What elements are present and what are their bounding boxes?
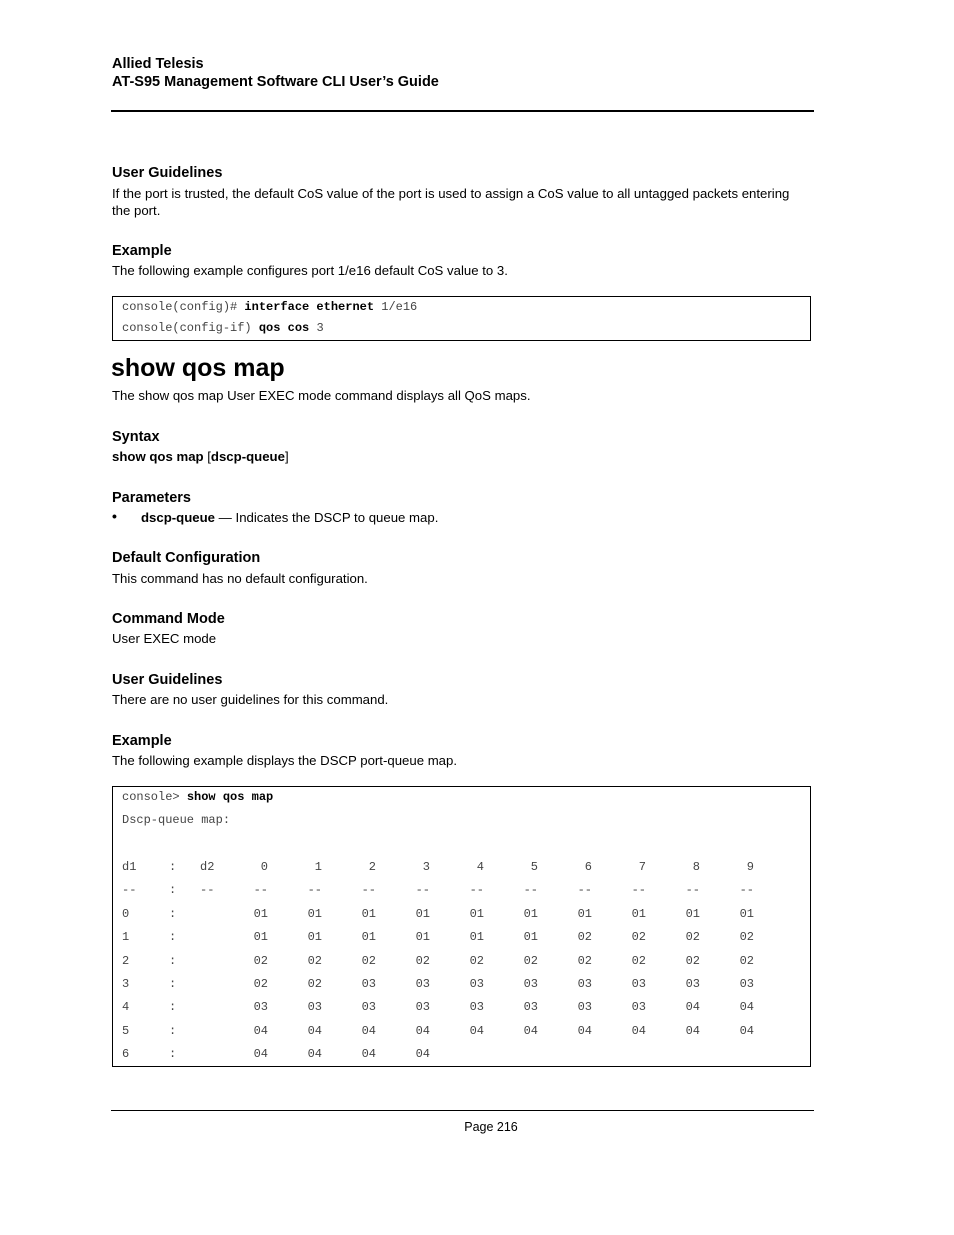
queue-value: 02 xyxy=(469,953,484,968)
queue-value: 03 xyxy=(415,977,430,991)
prev-user-guidelines-text: If the port is trusted, the default CoS value of the port is used to assign a CoS value to all untagged packets entering the port. xyxy=(112,186,790,218)
user-guidelines-heading: User Guidelines xyxy=(112,672,223,688)
queue-value: 02 xyxy=(307,953,322,968)
guide-title: AT-S95 Management Software CLI User’s Guide xyxy=(112,74,439,90)
queue-value: 01 xyxy=(523,906,538,921)
queue-value: 04 xyxy=(253,1047,268,1062)
queue-value: 04 xyxy=(361,1023,376,1038)
dash-cell: -- xyxy=(307,883,322,898)
queue-value: 03 xyxy=(415,1000,430,1015)
queue-value: 04 xyxy=(523,1023,538,1038)
queue-value: 04 xyxy=(307,1023,322,1038)
queue-value: 03 xyxy=(307,1000,322,1015)
map-title: Dscp-queue map: xyxy=(122,813,231,827)
dash-cell: -- xyxy=(577,883,592,898)
page-number: Page 216 xyxy=(464,1120,518,1134)
syntax-heading: Syntax xyxy=(112,429,160,445)
row-d1: 6 xyxy=(122,1047,130,1062)
prev-example-text: The following example configures port 1/e16 default CoS value to 3. xyxy=(112,263,508,278)
col-separator: : xyxy=(169,1047,177,1062)
col-header-digit: 6 xyxy=(584,860,592,874)
queue-value: 03 xyxy=(361,1000,376,1015)
queue-value: 01 xyxy=(361,930,376,945)
dash-cell: -- xyxy=(631,883,646,898)
queue-value: 03 xyxy=(577,977,592,991)
queue-value: 01 xyxy=(577,906,592,921)
col-header-digit: 1 xyxy=(314,860,322,874)
command-title: show qos map xyxy=(111,354,285,382)
queue-value: 02 xyxy=(523,953,538,968)
queue-value: 01 xyxy=(415,906,430,921)
dash-cell: -- xyxy=(415,883,430,898)
code-line: console> show qos map xyxy=(122,790,274,804)
output-code-box xyxy=(112,786,811,1067)
dash-cell: -- xyxy=(685,883,700,898)
bullet-icon: • xyxy=(112,508,117,524)
queue-value: 03 xyxy=(739,977,754,991)
queue-value: 04 xyxy=(739,1023,754,1038)
row-d1: 4 xyxy=(122,1000,130,1015)
queue-value: 01 xyxy=(253,906,268,921)
queue-value: 03 xyxy=(523,977,538,991)
dash-cell: -- xyxy=(523,883,538,898)
col-separator: : xyxy=(169,930,177,945)
col-header-digit: 2 xyxy=(368,860,376,874)
dash-cell: -- xyxy=(469,883,484,898)
syntax-line: show qos map [dscp-queue] xyxy=(112,449,289,464)
row-d1: 0 xyxy=(122,906,130,921)
default-config-heading: Default Configuration xyxy=(112,550,261,566)
dash-cell: -- xyxy=(253,883,268,898)
parameter-item: dscp-queue — Indicates the DSCP to queue map. xyxy=(141,510,439,525)
user-guidelines-text: There are no user guidelines for this command. xyxy=(112,692,389,707)
col-header-digit: 7 xyxy=(638,860,646,874)
queue-value: 03 xyxy=(361,977,376,991)
queue-value: 03 xyxy=(631,977,646,991)
queue-value: 02 xyxy=(685,930,700,945)
code-line: console(config-if) qos cos 3 xyxy=(122,321,324,335)
queue-value: 03 xyxy=(685,977,700,991)
command-description: The show qos map User EXEC mode command displays all QoS maps. xyxy=(112,388,531,403)
queue-value: 02 xyxy=(631,930,646,945)
queue-value: 01 xyxy=(523,930,538,945)
queue-value: 03 xyxy=(469,1000,484,1015)
queue-value: 01 xyxy=(685,906,700,921)
col-separator: : xyxy=(169,1000,177,1015)
queue-value: 04 xyxy=(415,1047,430,1062)
row-d1: 5 xyxy=(122,1023,130,1038)
default-config-text: This command has no default configuration. xyxy=(112,571,368,586)
col-header-digit: 8 xyxy=(692,860,700,874)
footer-rule xyxy=(111,1110,814,1111)
company-name: Allied Telesis xyxy=(112,56,204,72)
col-header-digit: 0 xyxy=(260,860,268,874)
col-header-digit: 3 xyxy=(422,860,430,874)
col-separator: : xyxy=(169,860,177,874)
queue-value: 02 xyxy=(307,977,322,991)
queue-value: 01 xyxy=(307,906,322,921)
page-footer xyxy=(0,1120,954,1134)
command-mode-heading: Command Mode xyxy=(112,611,225,627)
queue-value: 04 xyxy=(631,1023,646,1038)
queue-value: 01 xyxy=(739,906,754,921)
queue-value: 04 xyxy=(253,1023,268,1038)
queue-value: 04 xyxy=(415,1023,430,1038)
col-header-digit: 4 xyxy=(476,860,484,874)
queue-value: 02 xyxy=(631,953,646,968)
queue-value: 02 xyxy=(739,930,754,945)
queue-value: 04 xyxy=(577,1023,592,1038)
row-d1: 3 xyxy=(122,977,130,991)
queue-value: 04 xyxy=(685,1023,700,1038)
queue-value: 04 xyxy=(739,1000,754,1015)
col-header-d2: d2 xyxy=(200,860,215,874)
queue-value: 01 xyxy=(415,930,430,945)
dash-d2: -- xyxy=(200,883,215,898)
queue-value: 02 xyxy=(577,953,592,968)
col-separator: : xyxy=(169,906,177,921)
queue-value: 02 xyxy=(253,977,268,991)
queue-value: 01 xyxy=(469,930,484,945)
code-line: console(config)# interface ethernet 1/e16 xyxy=(122,300,418,314)
col-header-digit: 9 xyxy=(746,860,754,874)
prev-user-guidelines-heading: User Guidelines xyxy=(112,165,223,181)
queue-value: 02 xyxy=(577,930,592,945)
queue-value: 02 xyxy=(685,953,700,968)
queue-value: 01 xyxy=(361,906,376,921)
dash-cell: -- xyxy=(361,883,376,898)
queue-value: 03 xyxy=(469,977,484,991)
prev-example-heading: Example xyxy=(112,243,172,259)
col-separator: : xyxy=(169,1023,177,1038)
queue-value: 01 xyxy=(469,906,484,921)
row-d1: 1 xyxy=(122,930,130,945)
header-rule xyxy=(111,110,814,112)
prev-code-box xyxy=(112,296,811,341)
queue-value: 04 xyxy=(685,1000,700,1015)
queue-value: 01 xyxy=(307,930,322,945)
queue-value: 04 xyxy=(469,1023,484,1038)
dash-d1: -- xyxy=(122,883,137,898)
dash-cell: -- xyxy=(739,883,754,898)
queue-value: 03 xyxy=(253,1000,268,1015)
col-header-digit: 5 xyxy=(530,860,538,874)
row-d1: 2 xyxy=(122,953,130,968)
col-header-d1: d1 xyxy=(122,860,137,874)
command-mode-text: User EXEC mode xyxy=(112,631,217,646)
parameters-heading: Parameters xyxy=(112,490,191,506)
queue-value: 02 xyxy=(739,953,754,968)
queue-value: 02 xyxy=(361,953,376,968)
queue-value: 03 xyxy=(631,1000,646,1015)
queue-value: 01 xyxy=(253,930,268,945)
queue-value: 04 xyxy=(361,1047,376,1062)
example-text: The following example displays the DSCP port-queue map. xyxy=(112,753,458,768)
queue-value: 02 xyxy=(415,953,430,968)
document-header xyxy=(112,55,439,91)
queue-value: 02 xyxy=(253,953,268,968)
queue-value: 03 xyxy=(523,1000,538,1015)
queue-value: 04 xyxy=(307,1047,322,1062)
queue-value: 01 xyxy=(631,906,646,921)
col-separator: : xyxy=(169,883,177,898)
col-separator: : xyxy=(169,953,177,968)
example-heading: Example xyxy=(112,733,172,749)
col-separator: : xyxy=(169,977,177,991)
queue-value: 03 xyxy=(577,1000,592,1015)
